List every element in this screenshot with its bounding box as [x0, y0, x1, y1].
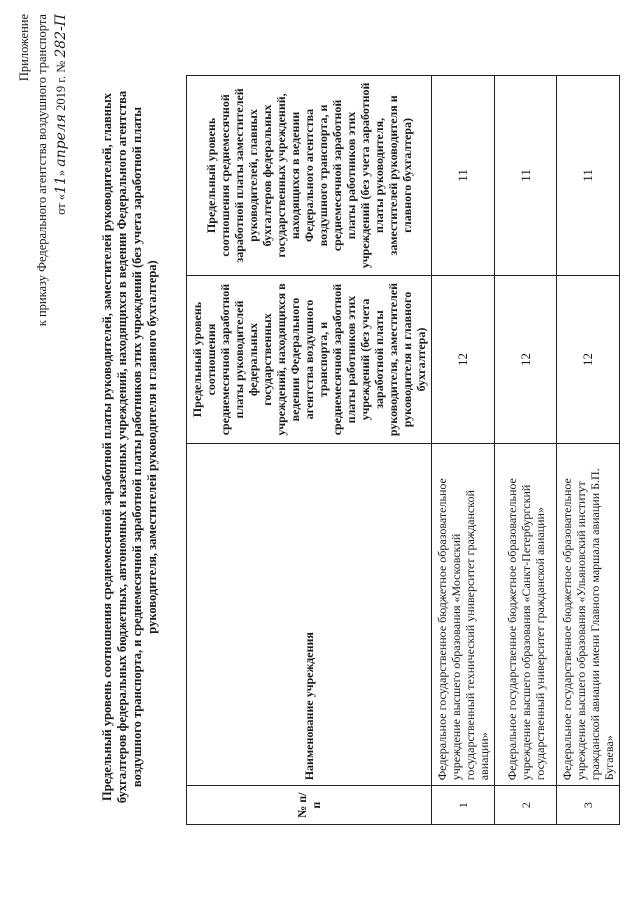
- row-ratio-deputies: 11: [432, 76, 495, 276]
- order-number: 282-П: [53, 14, 69, 58]
- table-row: [495, 76, 557, 825]
- header-institution-name: Наименование учреждения: [187, 444, 432, 786]
- date-month: апреля: [53, 113, 69, 167]
- header-ratio-heads: Предельный уровень соотношения среднемесячной заработной платы руководителей федеральных государственных учреждений, находящихся в ведении Федерального агентства воздушного транспорта, и среднемесячной заработной платы работников этих учреждений (без учета заработной платы руководителя, заместителей руководителя и главного бухгалтера): [187, 275, 432, 443]
- order-date-line: [53, 14, 69, 905]
- row-ratio-heads: 12: [432, 275, 495, 443]
- row-number: 3: [557, 786, 620, 825]
- row-number: 2: [495, 786, 557, 825]
- row-ratio-heads: 12: [557, 275, 620, 443]
- row-ratio-deputies: 11: [495, 76, 557, 276]
- date-mid: »: [54, 166, 68, 177]
- document-title: Предельный уровень соотношения среднемесячной заработной платы руководителей, заместителей руководителей, главных бухгалтеров федеральных бюджетных, автономных и казенных учреждений, находящихся в ведении Федерального агентства воздушного транспорта, и среднемесячной заработной платы работников этих учреждений (без учета заработной платы руководителя, заместителей руководителя и главного бухгалтера): [100, 90, 159, 804]
- table-header-row: [187, 76, 432, 825]
- row-institution-name: Федеральное государственное бюджетное образовательное учреждение высшего образования «Санкт-Петербургский государственный университет гражданской авиации»: [495, 444, 557, 786]
- row-institution-name: Федеральное государственное бюджетное образовательное учреждение высшего образования «Московский государственный технический университет гражданской авиации»: [432, 444, 495, 786]
- table-row: [432, 76, 495, 825]
- row-number: 1: [432, 786, 495, 825]
- date-prefix: от «: [54, 193, 68, 215]
- row-ratio-deputies: 11: [557, 76, 620, 276]
- date-day: 11: [53, 176, 69, 194]
- salary-ratio-table: [186, 75, 620, 825]
- appendix-label: Приложение: [17, 14, 31, 82]
- table-row: [557, 76, 620, 825]
- date-year: 2019 г. №: [54, 57, 68, 114]
- order-reference: к приказу Федерального агентства воздушного транспорта: [35, 14, 49, 327]
- row-institution-name: Федеральное государственное бюджетное образовательное учреждение высшего образования «Ульяновский институт гражданской авиации имени Главного маршала авиации Б.П. Бугаева»: [557, 444, 620, 786]
- header-ratio-deputies: Предельный уровень соотношения среднемесячной заработной платы заместителей руководителей, главных бухгалтеров федеральных государственных учреждений, находящихся в ведении Федерального агентства воздушного транспорта, и среднемесячной заработной платы работников этих учреждений (без учета заработной платы руководителя, заместителей руководителя и главного бухгалтера): [187, 76, 432, 276]
- row-ratio-heads: 12: [495, 275, 557, 443]
- header-number: № п/п: [187, 786, 432, 825]
